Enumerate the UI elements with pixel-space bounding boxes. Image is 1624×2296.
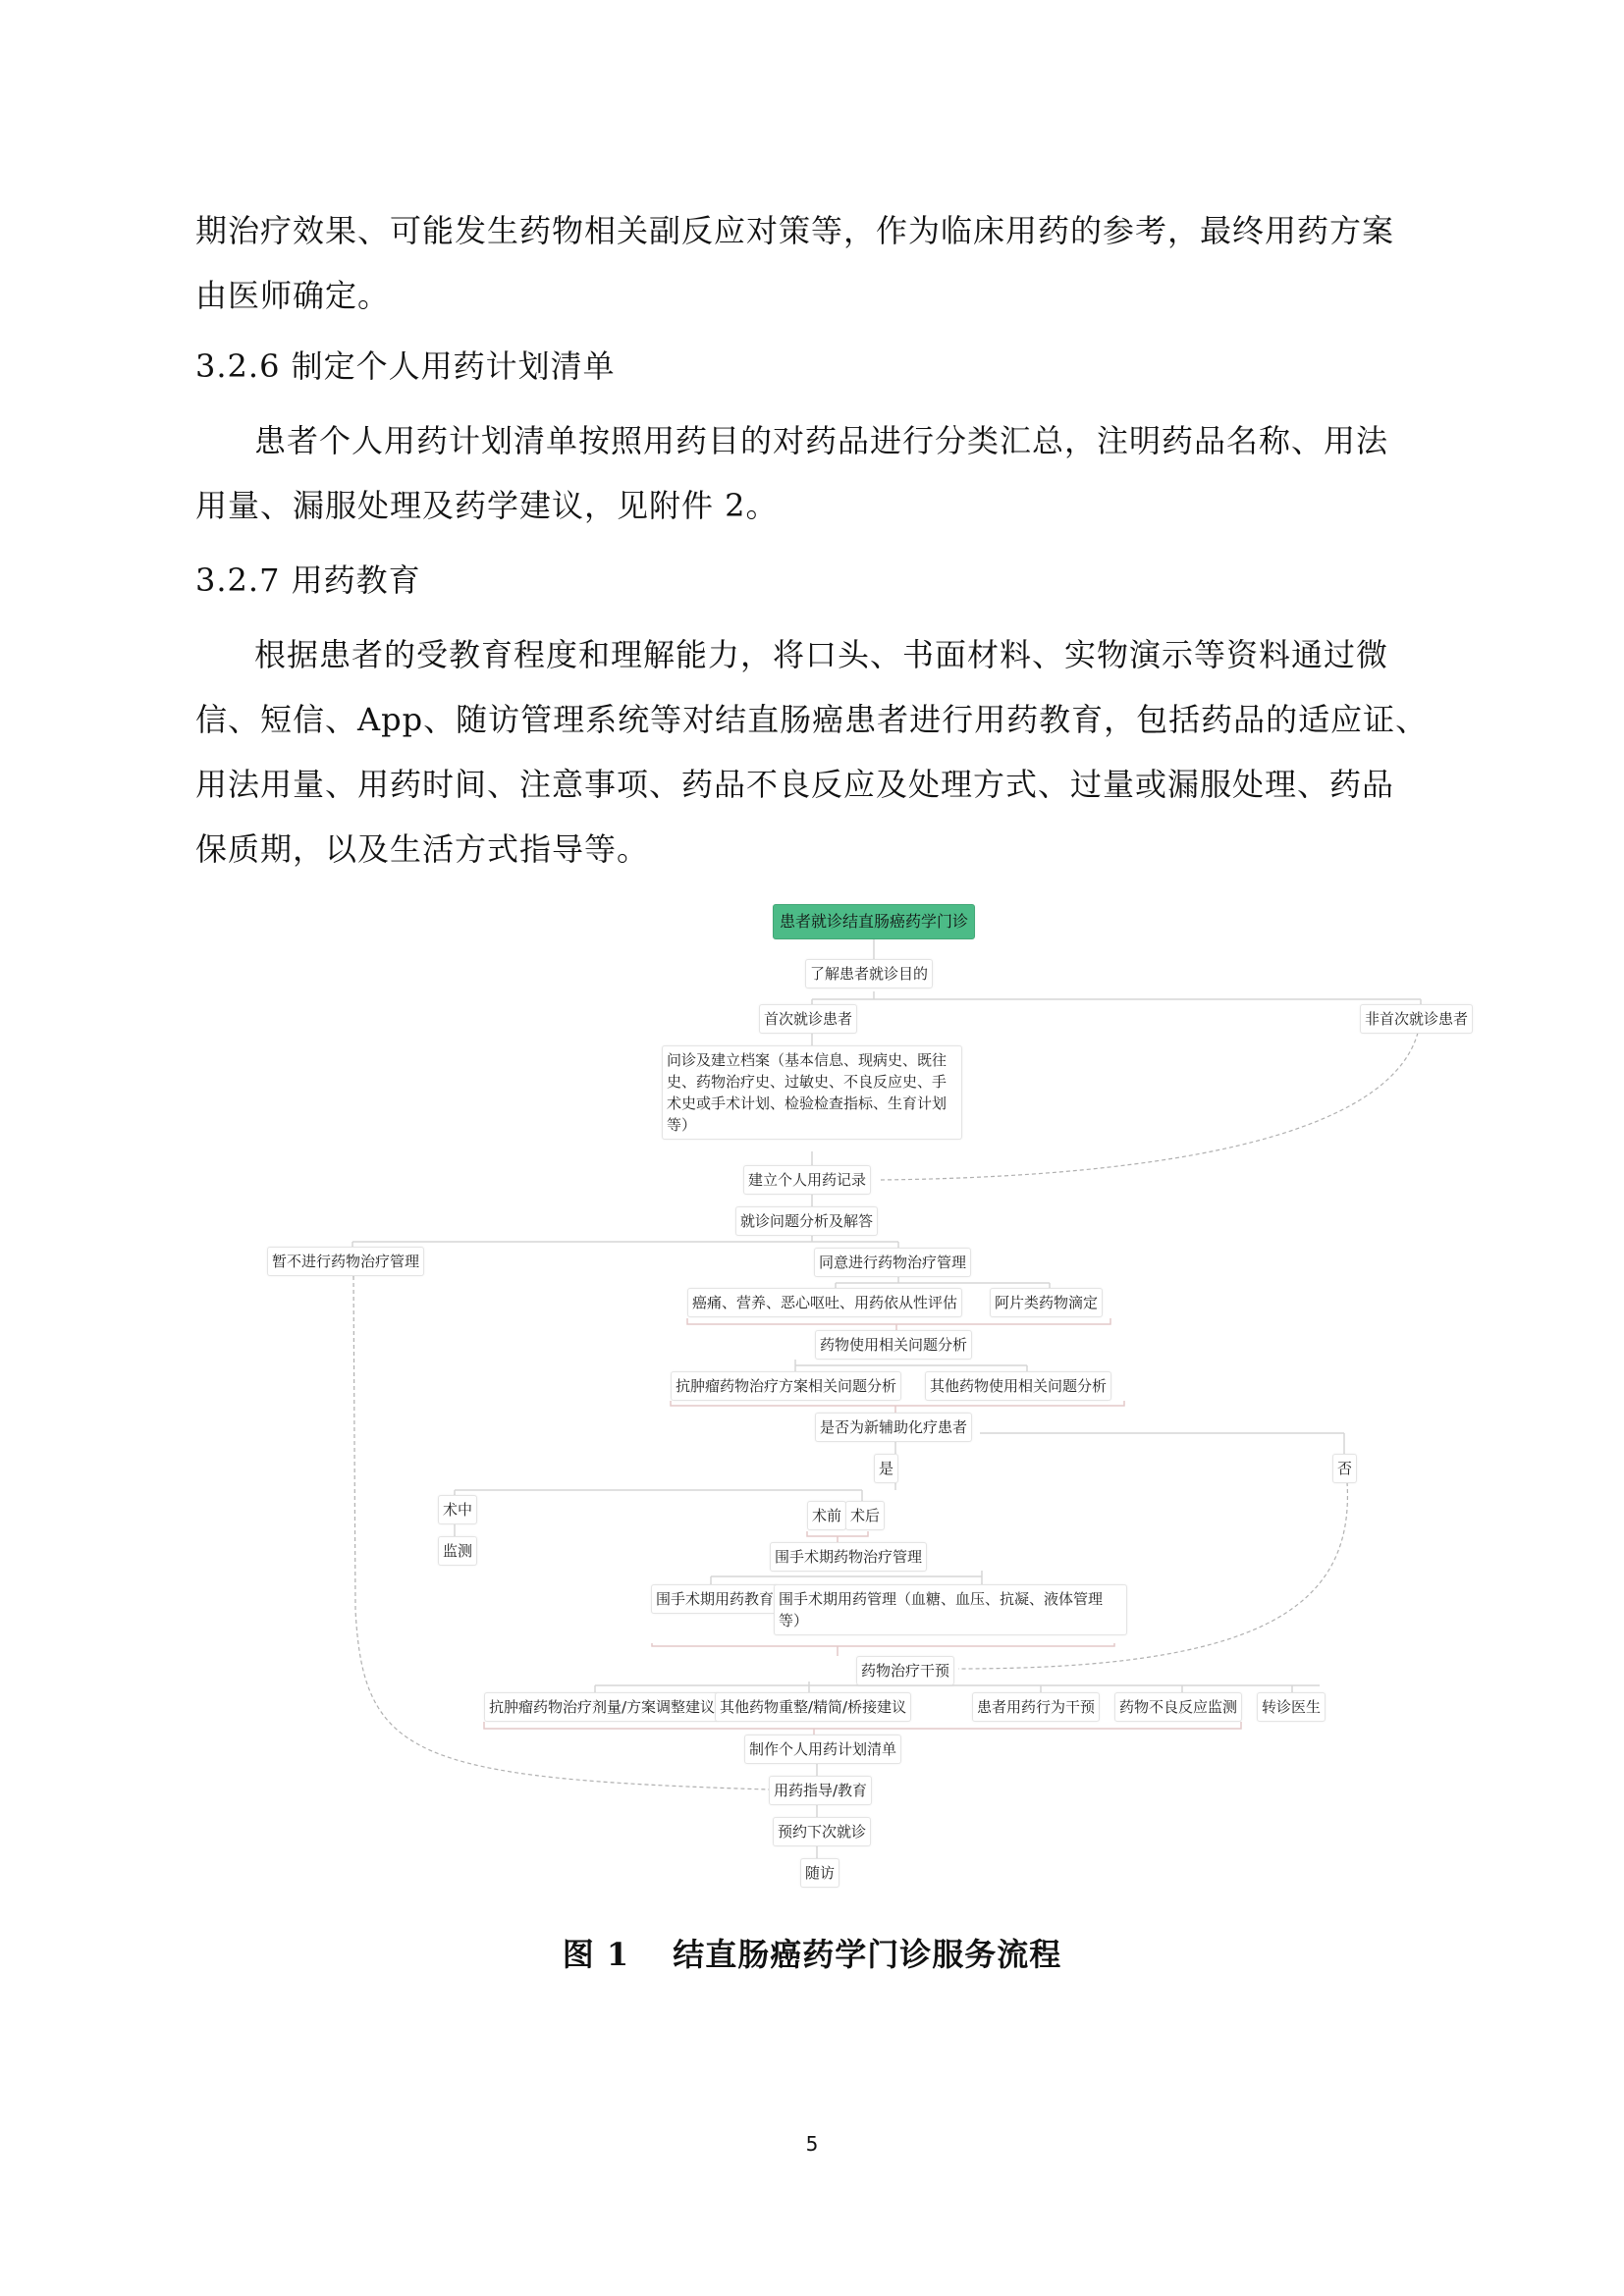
node-followup: 随访 xyxy=(800,1858,839,1888)
node-periop-edu: 围手术期用药教育 xyxy=(651,1584,779,1614)
page-number: 5 xyxy=(805,2132,819,2156)
node-other-analysis: 其他药物使用相关问题分析 xyxy=(925,1371,1111,1401)
no-branch-dashed-link xyxy=(958,1482,1347,1669)
node-intervention: 药物治疗干预 xyxy=(856,1656,954,1685)
node-guidance: 用药指导/教育 xyxy=(769,1776,872,1805)
node-neoadjuvant-question: 是否为新辅助化疗患者 xyxy=(815,1413,972,1442)
node-assess: 癌痛、营养、恶心呕吐、用药依从性评估 xyxy=(687,1288,962,1317)
merge-bracket xyxy=(652,1643,1114,1646)
node-agree: 同意进行药物治疗管理 xyxy=(814,1248,971,1277)
node-first-visit: 首次就诊患者 xyxy=(759,1004,857,1034)
node-intake: 问诊及建立档案（基本信息、现病史、既往史、药物治疗史、过敏史、不良反应史、手术史或手术计划、检验检查指标、生育计划等） xyxy=(662,1045,962,1140)
node-adr-monitor: 药物不良反应监测 xyxy=(1114,1692,1242,1722)
node-periop-drug-mgmt: 围手术期用药管理（血糖、血压、抗凝、液体管理等） xyxy=(774,1584,1127,1635)
body-text-line: 期治疗效果、可能发生药物相关副反应对策等，作为临床用药的参考，最终用药方案 xyxy=(195,212,1395,249)
paragraph-3-2-7-line: 根据患者的受教育程度和理解能力，将口头、书面材料、实物演示等资料通过微 xyxy=(254,636,1389,673)
figure-title: 结直肠癌药学门诊服务流程 xyxy=(673,1936,1062,1973)
node-appointment: 预约下次就诊 xyxy=(773,1817,871,1846)
paragraph-3-2-7-line: 用法用量、用药时间、注意事项、药品不良反应及处理方式、过量或漏服处理、药品 xyxy=(195,766,1395,803)
paragraph-3-2-7-line: 保质期，以及生活方式指导等。 xyxy=(195,830,650,868)
merge-bracket xyxy=(807,1531,868,1536)
node-antitumor-analysis: 抗肿瘤药物治疗方案相关问题分析 xyxy=(671,1371,901,1401)
node-reconcile: 其他药物重整/精简/桥接建议 xyxy=(715,1692,911,1722)
node-plan-list: 制作个人用药计划清单 xyxy=(744,1735,901,1764)
figure-number: 图 1 xyxy=(562,1936,630,1973)
merge-bracket xyxy=(484,1722,1241,1729)
node-drug-analysis: 药物使用相关问题分析 xyxy=(815,1330,972,1360)
node-behavior: 患者用药行为干预 xyxy=(972,1692,1100,1722)
node-opioid: 阿片类药物滴定 xyxy=(990,1288,1103,1317)
section-heading-3-2-7: 3.2.7 用药教育 xyxy=(195,561,421,599)
section-heading-3-2-6: 3.2.6 制定个人用药计划清单 xyxy=(195,347,616,385)
node-purpose: 了解患者就诊目的 xyxy=(805,959,933,988)
node-decline: 暂不进行药物治疗管理 xyxy=(267,1247,424,1276)
paragraph-3-2-7-line: 信、短信、App、随访管理系统等对结直肠癌患者进行用药教育，包括药品的适应证、 xyxy=(195,701,1429,738)
node-yes: 是 xyxy=(874,1454,898,1483)
merge-bracket xyxy=(671,1401,1124,1406)
figure-caption xyxy=(0,1930,1624,1975)
merge-bracket xyxy=(687,1318,1110,1324)
node-no: 否 xyxy=(1332,1454,1357,1483)
node-qa: 就诊问题分析及解答 xyxy=(735,1206,878,1236)
node-monitor: 监测 xyxy=(438,1536,477,1566)
node-postop: 术后 xyxy=(845,1501,885,1530)
node-referral: 转诊医生 xyxy=(1257,1692,1326,1722)
paragraph-3-2-6-line: 患者个人用药计划清单按照用药目的对药品进行分类汇总，注明药品名称、用法 xyxy=(254,422,1389,459)
node-dose-adjust: 抗肿瘤药物治疗剂量/方案调整建议 xyxy=(484,1692,720,1722)
node-return-visit: 非首次就诊患者 xyxy=(1360,1004,1473,1034)
node-periop-mgmt: 围手术期药物治疗管理 xyxy=(770,1542,927,1572)
node-record: 建立个人用药记录 xyxy=(743,1165,871,1195)
body-text-line: 由医师确定。 xyxy=(195,277,391,314)
node-intraop: 术中 xyxy=(438,1495,477,1524)
node-preop: 术前 xyxy=(807,1501,846,1530)
node-root: 患者就诊结直肠癌药学门诊 xyxy=(773,904,975,939)
paragraph-3-2-6-line: 用量、漏服处理及药学建议，见附件 2。 xyxy=(195,487,779,524)
